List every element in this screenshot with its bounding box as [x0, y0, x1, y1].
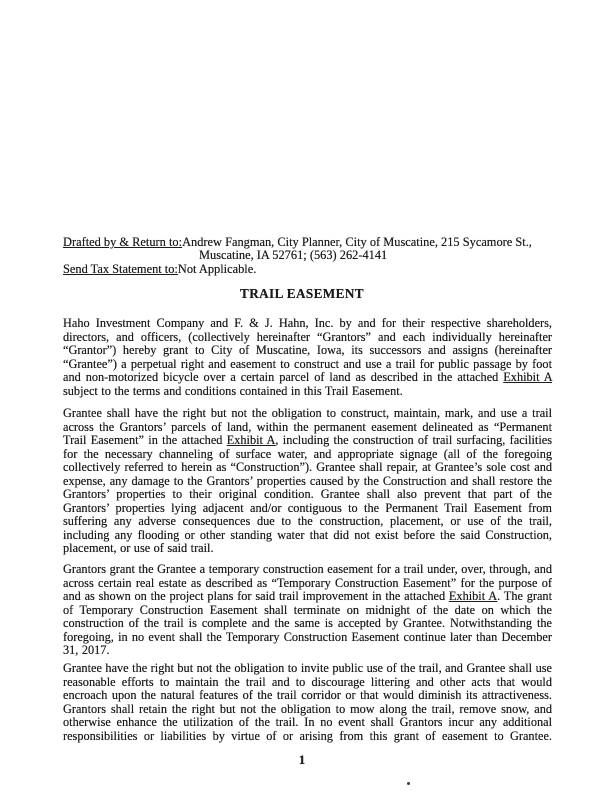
drafted-by-line-continued	[63, 249, 552, 262]
document-title: TRAIL EASEMENT	[240, 286, 364, 301]
page-number: 1	[298, 752, 306, 767]
tax-statement-label: Send Tax Statement to:	[63, 261, 178, 276]
drafted-by-label: Drafted by & Return to:	[63, 235, 183, 249]
drafted-by-value-continued: Muscatine, IA 52761; (563) 262-4141	[199, 248, 388, 263]
recording-header	[63, 236, 552, 276]
paragraph-public-use: Grantee have the right but not the obligation to invite public use of the trail, and Grantee shall use reasonable efforts to maintain the trail and to discourage littering and other acts that would encroach upon the natural features of the trail corridor or that would diminish its attractiveness. Grantors shall retain the right but not the obligation to mow along the trail, remove snow, and otherwise enhance the utilization of the trail. In no event shall Grantors incur any additional responsibilities or liabilities by virtue of or arising from this grant of easement to Grantee.	[63, 661, 552, 743]
drafted-by-value: Andrew Fangman, City Planner, City of Muscatine, 215 Sycamore St.,	[182, 235, 532, 249]
tax-statement-value: Not Applicable.	[177, 261, 257, 276]
scan-dot-artifact	[407, 782, 410, 785]
paragraph-construction-rights: Grantee shall have the right but not the obligation to construct, maintain, mark, and use a trail across the Grantors’ parcels of land, within the permanent easement delineated as “Permanent Trail Easement” in the attached Exhibit A, including the construction of trail surfacing, facilities for the necessary channeling of surface water, and appropriate signage (all of the foregoing collectively referred to herein as “Construction”). Grantee shall repair, at Grantee’s sole cost and expense, any damage to the Grantors’ properties caused by the Construction and shall restore the Grantors’ properties to their original condition. Grantee shall also prevent that part of the Grantors’ properties lying adjacent and/or contiguous to the Permanent Trail Easement from suffering any adverse consequences due to the construction, placement, or use of the trail, including any flooding or other standing water that did not exist before the said Construction, placement, or use of said trail.	[63, 406, 552, 555]
paragraph-grant-of-easement: Haho Investment Company and F. & J. Hahn, Inc. by and for their respective shareholders, directors, and officers, (collectively hereinafter “Grantors” and each individually hereinafter “Grantor”) hereby grant to City of Muscatine, Iowa, its successors and assigns (hereinafter “Grantee”) a perpetual right and easement to construct and use a trail for public passage by foot and non-motorized bicycle over a certain parcel of land as described in the attached Exhibit A subject to the terms and conditions contained in this Trail Easement.	[63, 316, 552, 398]
paragraph-temporary-easement: Grantors grant the Grantee a temporary construction easement for a trail under, over, through, and across certain real estate as described as “Temporary Construction Easement” for the purpose of and as shown on the project plans for said trail improvement in the attached Exhibit A. The grant of Temporary Construction Easement shall terminate on midnight of the date on which the construction of the trail is complete and the same is accepted by Grantee. Notwithstanding the foregoing, in no event shall the Temporary Construction Easement continue later than December 31, 2017.	[63, 562, 552, 657]
drafted-by-line	[63, 236, 552, 249]
tax-statement-line	[63, 263, 552, 276]
